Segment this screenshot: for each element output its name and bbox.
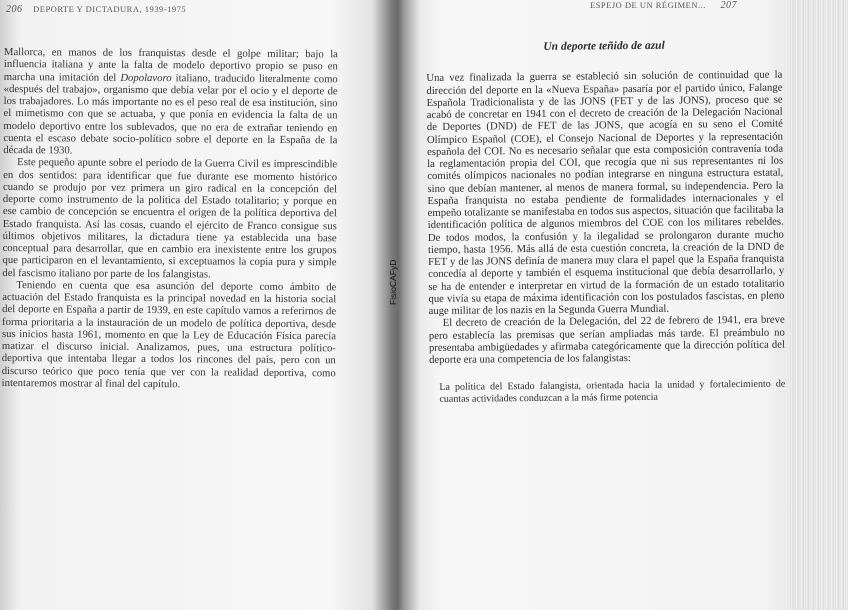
left-paragraph-3: Teniendo en cuenta que esa asunción del deporte como ámbito de actuación del Estado franquista es la principal novedad en la historia social del deporte en España a partir de 1939, en este capítulo vamos a referirnos de forma prioritaria a la instauración de un modelo de política deportiva, desde sus inicios hasta 1961, momento en que la Ley de Educación Física parecía matizar el discurso inicial. Analizamos, pues, una estructura político-deportiva que intentaba llegar a todos los rincones del país, pero con un discurso teórico que poco tenía que ver con la realidad deportiva, como intentaremos mostrar al final del capítulo.: [1, 278, 337, 390]
right-running-head-text: ESPEJO DE UN RÉGIMEN...: [590, 0, 706, 10]
section-title: Un deporte teñido de azul: [543, 39, 665, 53]
watermark-label: FisioCAFyD: [388, 259, 398, 305]
dopolavoro-term: Dopolavoro: [120, 71, 172, 84]
right-page-body: [426, 39, 785, 407]
right-paragraph-2: El decreto de creación de la Delegación, del 22 de febrero de 1941, era breve pero establecía las premisas que serían ampliadas más tarde. El preámbulo no presentaba ambigüedades y afirmaba categóricamente que la dirección política del deporte era una competencia de los falangistas:: [428, 313, 785, 366]
left-paragraph-2: Este pequeño apunte sobre el período de la Guerra Civil es imprescindible en dos sentidos: para identificar que fue durante ese momento histórico cuando se produjo por vez primera un giro radical en la concepción del deporte como instrumento de la política del Estado totalitario; y porque en ese cambio de concepción se encuentra el origen de la política deportiva del Estado franquista. Así las cosas, cuando el ejército de Franco consigue sus últimos objetivos militares, la dictadura tiene ya establecida una base conceptual para desarrollar, que en cambio era inexistente entre los grupos que participaron en el levantamiento, si exceptuamos la copia pura y simple del fascismo italiano por parte de los falangistas.: [2, 156, 338, 280]
block-quote: La política del Estado falangista, orientada hacia la unidad y fortalecimiento de cuantas actividades conduzcan a la más firme potencia: [439, 378, 786, 406]
right-running-head: [590, 0, 737, 11]
left-running-head-text: DEPORTE Y DICTADURA, 1939-1975: [33, 4, 187, 14]
left-running-head: [6, 4, 186, 15]
left-page-body: [2, 46, 338, 391]
right-paragraph-1: Una vez finalizada la guerra se estableció sin solución de continuidad que la dirección del deporte en la «Nueva España» pasaría por el partido único, Falange Española Tradicionalista y de las JONS (FET y de las JONS), proceso que se acabó de concretar en 1941 con el decreto de creación de la Delegación Nacional de Deportes (DND) de FET de las JONS, que acogía en su seno el Comité Olímpico Español (COE), el Consejo Nacional de Deportes y la representación española del COI. No es necesario señalar que esta composición contravenía toda la reglamentación propia del COI, que recogía que ni sus representantes ni los comités olímpicos nacionales no podían integrarse en ninguna estructura estatal, sino que debían mantener, al menos de manera formal, su independencia. Pero la España franquista no estaba pendiente de formalidades internacionales y el empeño totalizante se manifestaba en todos sus aspectos, situación que facilitaba la identificación política de algunos miembros del COE con los militares rebeldes. De todos modos, la confusión y la ilegalidad se prolongaron durante mucho tiempo, hasta 1956. Más allá de esta cuestión concreta, la creación de la DND de FET y de las JONS definía de manera muy clara el papel que la España franquista concedía al deporte y también el esquema institucional que debía desarrollarlo, y se ha de entender e interpretar en virtud de la formación de un estado totalitario que vivía su etapa de máxima identificación con los postulados fascistas, en pleno auge militar de los nazis en la Segunda Guerra Mundial.: [426, 68, 785, 317]
page-edges: [790, 0, 848, 610]
left-paragraph-1: Mallorca, en manos de los franquistas desde el golpe militar; bajo la influencia italiana y ante la falta de modelo deportivo propio se puso en marcha una imitación del Dopolavoro italiano, traducido literalmente como «después del trabajo», organismo que debía velar por el ocio y el deporte de los trabajadores. Lo más importante no es el peso real de esa institución, sino el mimetismo con que se actuaba, y que ponía en evidencia la falta de un modelo deportivo entre los sublevados, que no era de extrañar teniendo en cuenta el escaso debate socio-político sobre el deporte en la España de la década de 1930.: [3, 46, 338, 157]
right-page-number: 207: [720, 0, 737, 11]
left-page-number: 206: [6, 4, 23, 15]
